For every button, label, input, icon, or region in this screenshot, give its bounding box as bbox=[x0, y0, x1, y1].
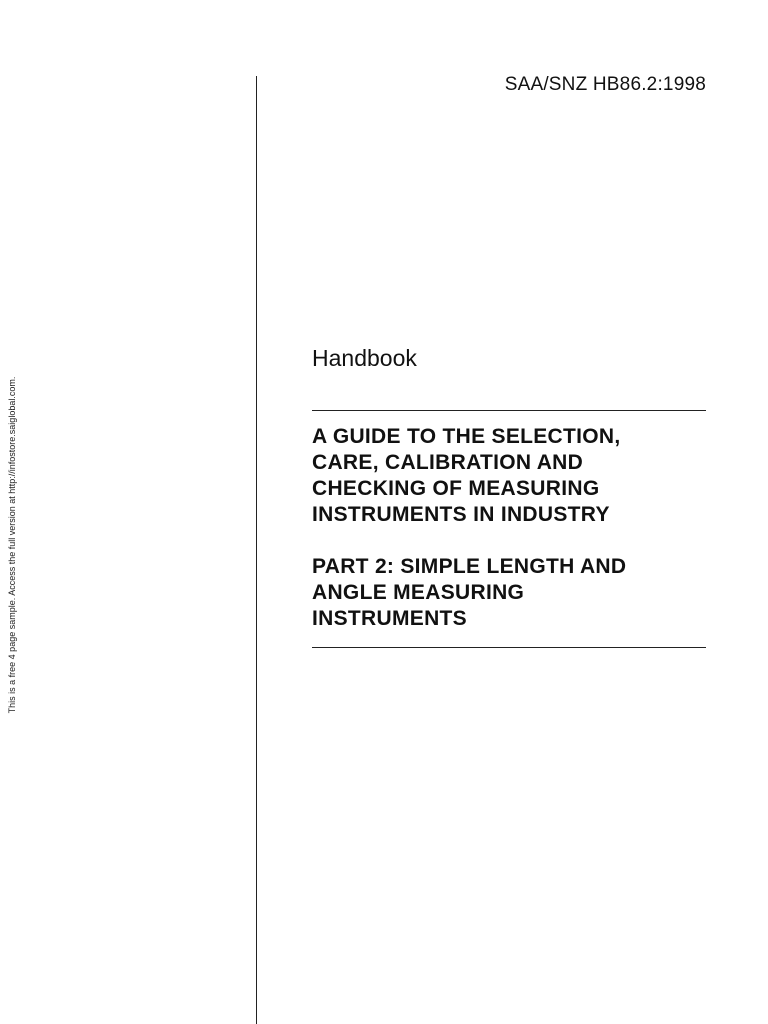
title-bottom-rule bbox=[312, 647, 706, 648]
title-line: CHECKING OF MEASURING bbox=[312, 477, 600, 500]
document-type: Handbook bbox=[312, 345, 417, 371]
title-line: CARE, CALIBRATION AND bbox=[312, 451, 584, 474]
title-line: A GUIDE TO THE SELECTION, bbox=[312, 425, 621, 448]
part-title-line: ANGLE MEASURING bbox=[312, 581, 525, 604]
title-line: INSTRUMENTS IN INDUSTRY bbox=[312, 503, 610, 526]
title-top-rule bbox=[312, 410, 706, 411]
document-title bbox=[312, 424, 712, 632]
part-title-line: INSTRUMENTS bbox=[312, 607, 467, 630]
sample-notice-text: This is a free 4 page sample. Access the full version at http://infostore.saiglobal.com. bbox=[7, 376, 17, 714]
part-title-line: PART 2: SIMPLE LENGTH AND bbox=[312, 555, 627, 578]
document-number: SAA/SNZ HB86.2:1998 bbox=[504, 74, 706, 95]
vertical-divider bbox=[256, 76, 257, 1024]
